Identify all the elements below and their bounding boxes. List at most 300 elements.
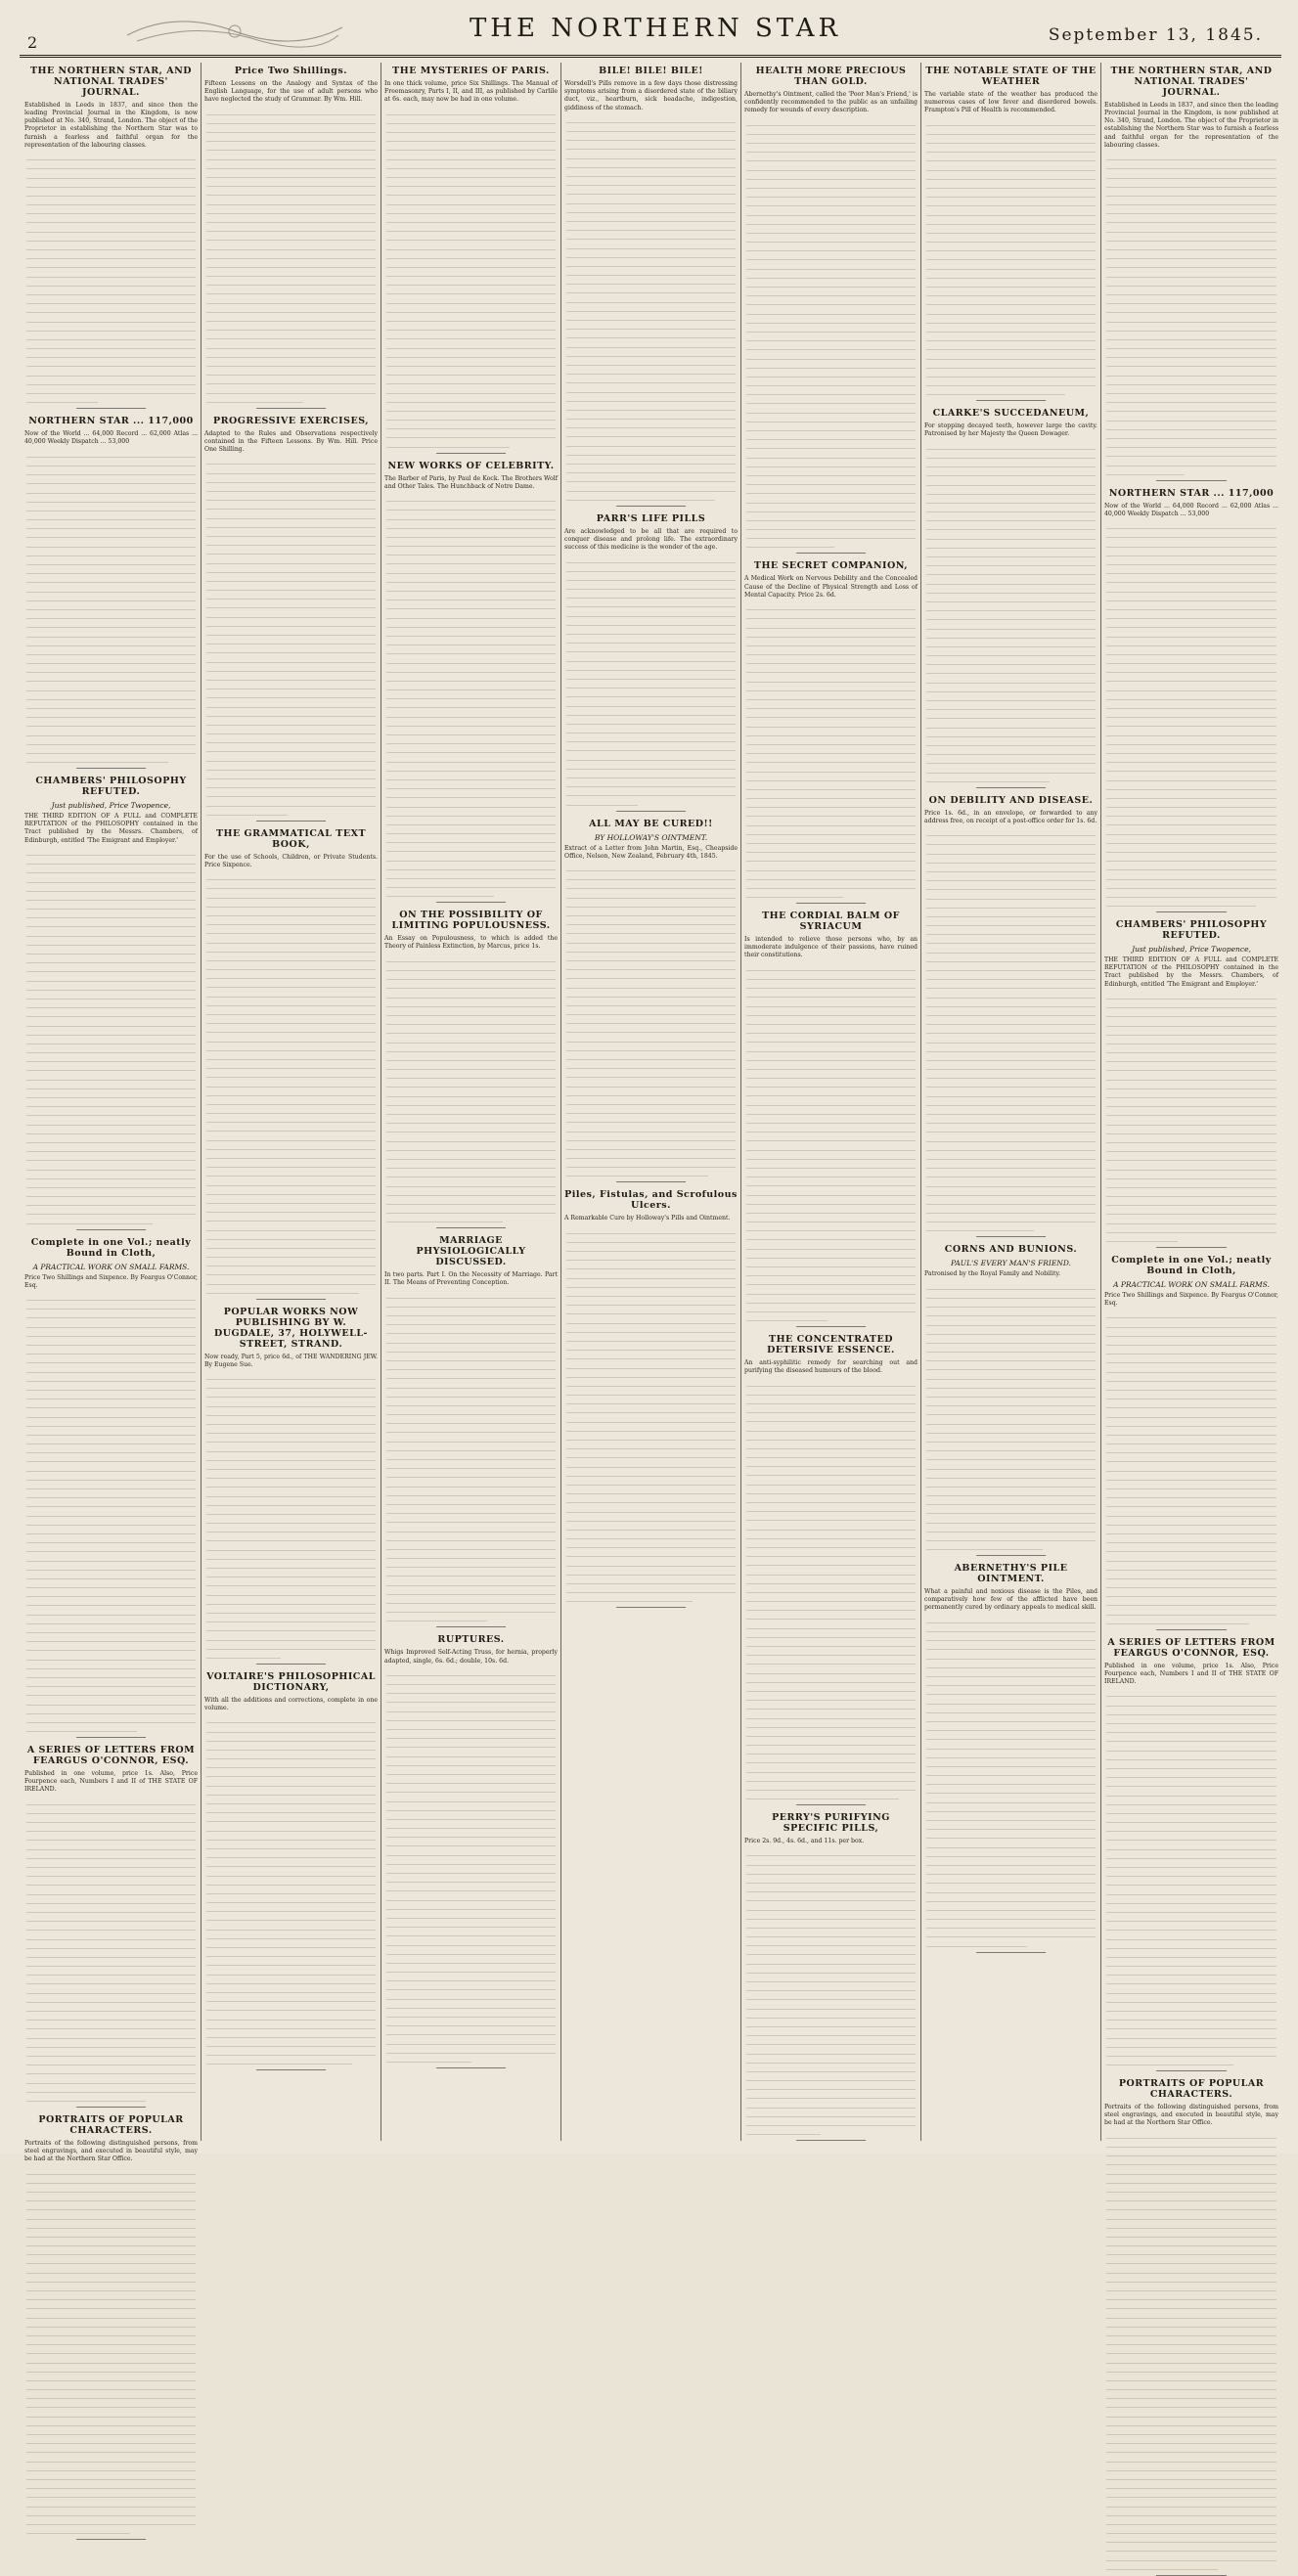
text-line <box>26 901 196 910</box>
text-line <box>26 673 196 682</box>
text-line <box>566 581 736 590</box>
text-line <box>746 889 843 898</box>
text-line <box>26 332 196 340</box>
article-heading: POPULAR WORKS NOW PUBLISHING BY W. DUGDALE, 37, HOLYWELL-STREET, STRAND. <box>214 1306 368 1350</box>
text-line <box>746 1214 916 1222</box>
text-line <box>386 1052 556 1061</box>
masthead-ornament-icon <box>117 6 352 53</box>
text-line <box>206 187 376 196</box>
text-line <box>926 1025 1096 1034</box>
text-line <box>566 375 736 383</box>
text-line <box>1106 1391 1276 1399</box>
text-line <box>386 142 556 151</box>
text-line <box>1106 2309 1276 2318</box>
text-line <box>26 2489 196 2498</box>
text-line <box>26 619 196 628</box>
text-line <box>206 501 376 510</box>
text-line <box>746 1548 916 1557</box>
text-line <box>1106 2300 1276 2309</box>
text-line <box>1106 349 1276 358</box>
text-line <box>566 1078 736 1087</box>
text-line <box>386 1106 556 1115</box>
text-line <box>386 1613 487 1621</box>
text-line <box>26 278 196 287</box>
text-line <box>1106 2552 1276 2560</box>
text-line <box>26 1126 196 1134</box>
text-line <box>206 1006 376 1015</box>
text-line <box>386 286 556 294</box>
text-line <box>206 880 376 889</box>
text-line <box>1106 2021 1276 2029</box>
text-line <box>206 1461 376 1470</box>
text-line <box>566 428 736 437</box>
text-line <box>926 1514 1096 1523</box>
text-line <box>1106 1027 1276 1036</box>
text-line <box>26 1706 196 1714</box>
text-line <box>26 1597 196 1606</box>
text-line <box>1106 1481 1276 1489</box>
text-line <box>746 216 916 225</box>
text-line <box>26 367 196 376</box>
text-line <box>746 871 916 880</box>
text-line <box>26 313 196 322</box>
text-line <box>1106 1733 1276 1742</box>
text-line <box>206 1195 376 1204</box>
text-line <box>1106 1462 1276 1471</box>
text-line <box>1106 2220 1276 2229</box>
text-line <box>746 1413 916 1422</box>
text-line <box>1106 2426 1276 2435</box>
article-separator <box>976 1236 1046 1237</box>
text-line <box>206 1768 376 1777</box>
text-line <box>746 989 916 998</box>
text-line <box>746 135 916 144</box>
text-line <box>26 1868 196 1877</box>
text-line <box>26 1071 196 1080</box>
body-text-lines <box>564 863 738 1177</box>
text-line <box>26 2021 196 2029</box>
text-line <box>926 1812 1096 1821</box>
text-line <box>926 333 1096 341</box>
text-line <box>386 555 556 564</box>
text-line <box>566 707 736 716</box>
text-line <box>746 880 916 889</box>
text-line <box>386 367 556 376</box>
text-line <box>386 772 556 780</box>
text-line <box>1106 999 1276 1008</box>
text-line <box>746 1295 916 1304</box>
text-line <box>206 1903 376 1912</box>
text-line <box>26 1328 196 1337</box>
text-line <box>26 2029 196 2038</box>
text-line <box>926 251 1096 260</box>
text-line <box>926 288 1096 296</box>
text-line <box>926 1187 1096 1196</box>
text-line <box>206 1186 376 1195</box>
text-line <box>746 1259 916 1267</box>
text-line <box>386 1289 556 1298</box>
text-line <box>746 1892 916 1901</box>
text-line <box>206 752 376 761</box>
text-line <box>746 1719 916 1728</box>
text-line <box>566 1387 736 1396</box>
text-line <box>1106 2246 1276 2255</box>
text-line <box>26 1318 196 1327</box>
text-line <box>386 808 556 817</box>
text-line <box>206 169 376 178</box>
article-separator <box>1156 1629 1226 1630</box>
text-line <box>746 773 916 781</box>
text-line <box>26 1408 196 1417</box>
article-body: Published in one volume, price 1s. Also, Price Fourpence each, Numbers I and II of THE STATE OF IRELAND. <box>1104 1662 1278 1686</box>
text-line <box>926 189 1096 198</box>
text-line <box>26 205 196 214</box>
body-text-lines <box>744 601 918 898</box>
text-line <box>206 1586 376 1595</box>
text-line <box>566 293 736 302</box>
article-body: Fifteen Lessons on the Analogy and Syntax of the English Language, for the use of adult persons who have neglected the study of Grammar. By Wm. Hill. <box>204 79 378 104</box>
text-line <box>926 279 1096 288</box>
text-line <box>1106 2175 1276 2184</box>
text-line <box>1106 853 1276 862</box>
text-line <box>206 608 376 617</box>
text-line <box>206 358 376 367</box>
article-heading: Complete in one Vol.; neatly Bound in Cloth, <box>1111 1255 1272 1276</box>
text-line <box>206 988 376 997</box>
text-line <box>386 169 556 178</box>
text-line <box>926 1380 1096 1389</box>
text-line <box>26 1134 196 1143</box>
article <box>384 910 558 1228</box>
text-line <box>746 1521 916 1530</box>
text-line <box>1106 2229 1276 2238</box>
text-line <box>1106 2525 1276 2534</box>
text-line <box>1106 1931 1276 1939</box>
text-line <box>206 115 376 124</box>
text-line <box>206 1213 376 1221</box>
article-heading: THE NORTHERN STAR, AND NATIONAL TRADES' JOURNAL. <box>29 66 193 98</box>
text-line <box>206 1380 376 1389</box>
text-line <box>1106 1444 1276 1453</box>
text-line <box>566 465 736 473</box>
text-line <box>746 2109 916 2117</box>
text-line <box>206 1966 376 1975</box>
text-line <box>26 583 196 592</box>
text-line <box>386 1514 556 1523</box>
text-line <box>26 1098 196 1107</box>
text-line <box>566 1234 736 1243</box>
text-line <box>926 305 1096 314</box>
text-line <box>926 1097 1096 1106</box>
text-line <box>926 1830 1096 1839</box>
text-line <box>1106 1778 1276 1787</box>
text-line <box>926 116 1096 125</box>
text-line <box>746 1539 916 1548</box>
text-line <box>386 574 556 583</box>
text-line <box>926 1222 1034 1231</box>
text-line <box>566 1432 736 1441</box>
text-line <box>1106 548 1276 556</box>
text-line <box>926 944 1096 953</box>
text-line <box>566 1060 736 1069</box>
text-line <box>926 216 1096 225</box>
text-line <box>746 1512 916 1521</box>
text-line <box>926 1470 1096 1479</box>
text-line <box>206 1993 376 2002</box>
text-line <box>926 1425 1096 1434</box>
article-separator <box>256 1664 326 1665</box>
article-heading: CHAMBERS' PHILOSOPHY REFUTED. <box>1115 919 1268 942</box>
text-line <box>1106 619 1276 628</box>
body-text-lines <box>24 1797 198 2102</box>
text-line <box>746 835 916 844</box>
text-line <box>386 1124 556 1133</box>
text-line <box>386 1568 556 1577</box>
text-line <box>746 808 916 817</box>
text-line <box>926 260 1096 269</box>
text-line <box>1106 313 1276 322</box>
text-line <box>566 1576 736 1584</box>
text-line <box>26 1418 196 1427</box>
text-line <box>26 377 196 385</box>
text-line <box>746 1494 916 1503</box>
text-line <box>386 564 556 573</box>
text-line <box>386 817 556 825</box>
text-line <box>746 853 916 862</box>
text-line <box>566 492 715 501</box>
text-line <box>206 1560 376 1569</box>
column-1 <box>22 63 201 2163</box>
text-line <box>746 521 916 530</box>
text-line <box>1106 825 1276 834</box>
text-line <box>746 1955 916 1964</box>
article-body: For the use of Schools, Children, or Private Students. Price Sixpence. <box>204 853 378 868</box>
text-line <box>1106 188 1276 197</box>
text-line <box>566 1477 736 1486</box>
text-line <box>566 195 736 203</box>
text-line <box>746 728 916 736</box>
article <box>1104 489 1278 912</box>
text-line <box>746 1250 916 1259</box>
article-heading: ABERNETHY'S PILE OINTMENT. <box>954 1563 1068 1585</box>
article-body: What a painful and noxious disease is the Piles, and comparatively how few of the afflicted have been permanently cured by ordinary appeals to medical skill. <box>924 1588 1097 1612</box>
text-line <box>386 798 556 807</box>
text-line <box>566 970 736 979</box>
text-line <box>26 1642 196 1651</box>
text-line <box>386 619 556 628</box>
text-line <box>1106 1062 1276 1071</box>
text-line <box>746 279 916 288</box>
text-line <box>746 1647 916 1656</box>
text-line <box>746 1884 916 1892</box>
text-line <box>206 1858 376 1867</box>
text-line <box>386 1964 556 1973</box>
body-text-lines <box>204 456 378 816</box>
text-line <box>926 1532 1096 1541</box>
text-line <box>26 565 196 574</box>
text-line <box>1106 745 1276 754</box>
article-separator <box>1156 480 1226 481</box>
text-line <box>206 1443 376 1451</box>
text-line <box>746 1231 916 1240</box>
text-line <box>386 205 556 214</box>
text-line <box>1106 2489 1276 2498</box>
article-separator <box>616 1181 686 1182</box>
text-line <box>206 1832 376 1841</box>
text-line <box>26 1292 196 1301</box>
text-line <box>206 2029 376 2038</box>
text-line <box>26 700 196 709</box>
text-line <box>1106 2193 1276 2201</box>
text-line <box>1106 2399 1276 2408</box>
text-line <box>26 638 196 646</box>
text-line <box>206 1894 376 1903</box>
article-separator <box>76 1229 146 1230</box>
text-line <box>1106 1337 1276 1346</box>
article-subheading: A PRACTICAL WORK ON SMALL FARMS. <box>1113 1279 1270 1289</box>
text-line <box>926 1722 1096 1731</box>
text-line <box>206 1141 376 1150</box>
text-line <box>1106 2354 1276 2363</box>
text-line <box>746 1728 916 1737</box>
text-line <box>206 331 376 339</box>
text-line <box>926 243 1096 251</box>
text-line <box>1106 593 1276 601</box>
text-line <box>26 1994 196 2003</box>
text-line <box>26 242 196 250</box>
text-line <box>386 1151 556 1160</box>
text-line <box>386 2054 471 2063</box>
text-line <box>566 222 736 231</box>
text-line <box>926 1668 1096 1677</box>
text-line <box>26 856 196 865</box>
text-line <box>1106 1399 1276 1408</box>
text-line <box>926 530 1096 539</box>
text-line <box>1106 1418 1276 1427</box>
text-line <box>746 781 916 790</box>
text-line <box>746 1205 916 1214</box>
text-line <box>386 1070 556 1079</box>
text-line <box>746 414 916 422</box>
text-line <box>566 1413 736 1422</box>
text-line <box>566 572 736 581</box>
text-line <box>1106 1197 1276 1206</box>
text-line <box>926 1142 1096 1151</box>
text-line <box>206 653 376 662</box>
text-line <box>26 682 196 690</box>
text-line <box>746 646 916 655</box>
text-line <box>926 1479 1096 1488</box>
text-line <box>746 1476 916 1485</box>
text-line <box>206 1804 376 1813</box>
text-line <box>1106 1134 1276 1143</box>
text-line <box>1106 1797 1276 1805</box>
article-heading: CHAMBERS' PHILOSOPHY REFUTED. <box>35 776 187 798</box>
text-line <box>206 689 376 698</box>
text-line <box>566 1593 693 1602</box>
text-line <box>1106 1688 1276 1697</box>
article-heading: THE CONCENTRATED DETERSIVE ESSENCE. <box>767 1334 895 1356</box>
column-5 <box>741 63 921 2141</box>
text-line <box>746 629 916 638</box>
text-line <box>926 1281 1096 1290</box>
text-line <box>386 682 556 690</box>
text-line <box>26 1616 196 1624</box>
article <box>924 409 1097 787</box>
text-line <box>1106 1877 1276 1886</box>
text-line <box>386 178 556 187</box>
text-line <box>386 313 556 322</box>
article <box>384 1236 558 1627</box>
text-line <box>746 1531 916 1539</box>
text-line <box>746 1052 916 1061</box>
text-line <box>1106 781 1276 790</box>
article-heading: NORTHERN STAR ... 117,000 <box>1108 487 1275 499</box>
text-line <box>386 1133 556 1141</box>
text-line <box>1106 1823 1276 1832</box>
text-line <box>1106 403 1276 412</box>
text-line <box>926 1124 1096 1133</box>
text-line <box>746 350 916 359</box>
text-line <box>926 1169 1096 1177</box>
text-line <box>566 1123 736 1132</box>
text-line <box>386 1784 556 1793</box>
text-line <box>566 249 736 258</box>
text-line <box>746 1638 916 1647</box>
text-line <box>746 369 916 378</box>
text-line <box>386 294 556 303</box>
text-line <box>926 954 1096 962</box>
text-line <box>386 1559 556 1568</box>
text-line <box>566 159 736 168</box>
text-line <box>1106 700 1276 709</box>
text-line <box>206 1751 376 1759</box>
text-line <box>26 2390 196 2399</box>
text-line <box>386 1379 556 1388</box>
text-line <box>1106 1543 1276 1552</box>
text-line <box>206 1614 376 1622</box>
text-line <box>386 690 556 699</box>
text-line <box>746 1106 916 1115</box>
text-line <box>386 1990 556 1999</box>
text-line <box>1106 1984 1276 1993</box>
text-line <box>746 1866 916 1875</box>
text-line <box>386 1838 556 1846</box>
article <box>564 820 738 1183</box>
text-line <box>26 538 196 547</box>
text-line <box>746 1387 916 1396</box>
text-line <box>206 1506 376 1515</box>
text-line <box>926 1686 1096 1695</box>
text-line <box>566 953 736 961</box>
text-line <box>26 1036 196 1044</box>
text-line <box>386 780 556 789</box>
article <box>1104 920 1278 1248</box>
article-separator <box>256 408 326 409</box>
text-line <box>206 1912 376 1921</box>
text-line <box>1106 1579 1276 1588</box>
text-line <box>1106 655 1276 664</box>
text-line <box>746 1710 916 1718</box>
text-line <box>1106 332 1276 340</box>
text-line <box>26 709 196 718</box>
article-separator <box>76 768 146 769</box>
article-body: Now of the World ... 64,000 Record ... 62,000 Atlas ... 40,000 Weekly Dispatch ... 53,000 <box>24 430 198 446</box>
text-line <box>1106 1769 1276 1778</box>
text-line <box>386 1433 556 1442</box>
text-line <box>566 1288 736 1297</box>
text-line <box>566 1114 736 1123</box>
